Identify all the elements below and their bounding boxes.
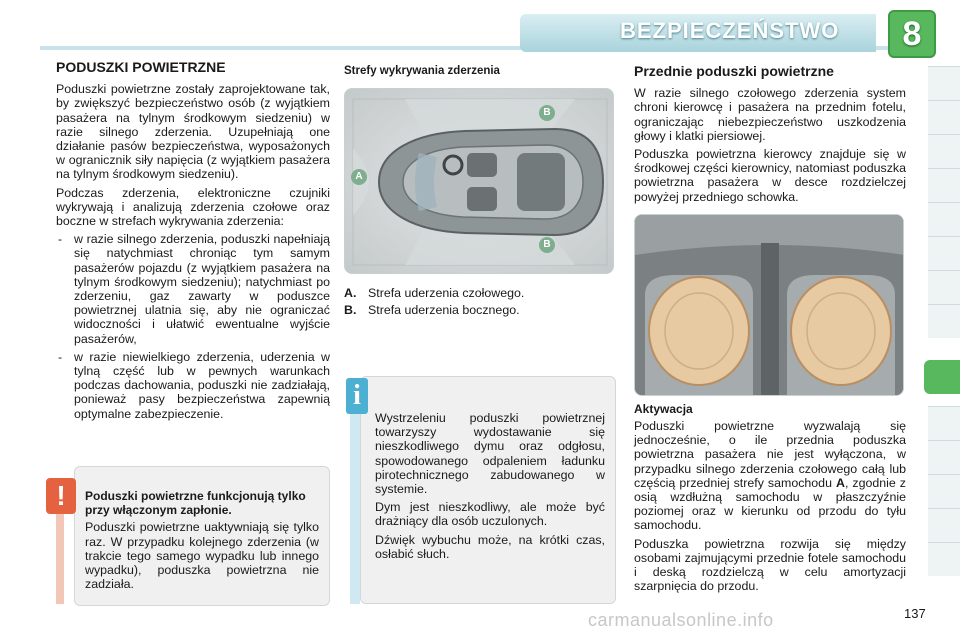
section-heading: PODUSZKI POWIETRZNE [56, 59, 226, 75]
chapter-tab-active[interactable] [924, 360, 960, 394]
paragraph-text: , zgodnie z osią wzdłużną samochodu w płaszczyźnie poziomej oraz w kierunku od przodu do tyłu samochodu. [634, 475, 906, 533]
bullet-dash: - [58, 232, 63, 247]
zone-marker-b-bottom: B [539, 237, 555, 253]
list-item-text: w razie niewielkiego zderzenia, uderzenia w tylną część lub w pewnych warunkach podczas dachowania, poduszki nie zadziałają, ponieważ pasy bezpieczeństwa zapewnią optymalne zabezpieczenie. [74, 349, 330, 421]
chapter-tab[interactable] [928, 270, 960, 304]
zone-marker-b-top: B [539, 105, 555, 121]
page-number: 137 [904, 606, 926, 621]
legend-item [344, 286, 616, 300]
chapter-tab[interactable] [928, 66, 960, 100]
sensor-paragraph: Podczas zderzenia, elektroniczne czujniki wykrywają i analizują zderzenia czołowe oraz boczne w strefach wykrywania zderzenia: [56, 185, 330, 229]
chapter-tab[interactable] [928, 134, 960, 168]
chapter-tab-rail [928, 66, 960, 606]
right-column [634, 64, 906, 597]
figure-heading: Strefy wykrywania zderzenia [344, 65, 500, 77]
paragraph [634, 419, 906, 533]
warning-box [74, 466, 330, 606]
info-paragraph: Wystrzeleniu poduszki powietrznej towarzyszy wydostawanie się nieszkodliwego dymu oraz odgłosu, spowodowanego odpaleniem ładunku pirotechnicznego zabudowanego w systemie. [375, 411, 605, 497]
middle-column [344, 64, 616, 321]
page-title: BEZPIECZEŃSTWO [620, 18, 840, 43]
chapter-tab[interactable] [928, 202, 960, 236]
chapter-tab[interactable] [928, 406, 960, 440]
list-item [56, 232, 330, 346]
warning-icon: ! [46, 478, 76, 514]
chapter-tab[interactable] [928, 508, 960, 542]
info-paragraph: Dźwięk wybuchu może, na krótki czas, osłabić słuch. [375, 532, 605, 561]
impact-zones-figure [344, 88, 614, 274]
legend-item [344, 303, 616, 317]
bullet-dash: - [58, 349, 63, 364]
list-item-text: w razie silnego zderzenia, poduszki napełniają się natychmiast chroniąc tym samym pasażerów pojazdu (z wyjątkiem pasażera na tylnym środkowym siedzeniu); natychmiast po zderzeniu, gaz zawarty w poduszce powietrznej ulatnia się, aby nie ograniczać widoczności i ułatwić ewentualne wyjście pasażerów, [74, 232, 330, 346]
chapter-tab[interactable] [928, 542, 960, 576]
sub-heading: Aktywacja [634, 401, 693, 416]
intro-paragraph: Poduszki powietrzne zostały zaprojektowane tak, by zwiększyć bezpieczeństwo osób (z wyjątkiem pasażera na tylnym środkowym siedzeniu) w razie silnego zderzenia. Uzupełniają one działanie pasów bezpieczeństwa, wyposażonych w ogranicznik siły napięcia (z wyjątkiem pasażera na tylnym środkowym siedzeniu). [56, 82, 330, 182]
list-item [56, 350, 330, 421]
paragraph-text: Poduszki powietrzne wyzwalają się jednocześnie, o ile przednia poduszka powietrzna pasażera nie jest wyłączona, w przypadku silnego zderzenia czołowego całą lub częścią przedniej strefy samochodu [634, 419, 906, 490]
section-heading: Przednie poduszki powietrzne [634, 63, 834, 79]
zone-marker-a: A [351, 169, 367, 185]
info-paragraph: Dym jest nieszkodliwy, ale może być drażniący dla osób uczulonych. [375, 500, 605, 529]
figure-legend [344, 286, 616, 317]
legend-key: B. [344, 303, 357, 318]
info-stripe [350, 412, 360, 604]
chapter-tab[interactable] [928, 100, 960, 134]
chapter-tab[interactable] [928, 304, 960, 338]
chapter-tab[interactable] [928, 474, 960, 508]
legend-key: A. [344, 286, 357, 301]
left-column [56, 60, 330, 425]
chapter-tab[interactable] [928, 168, 960, 202]
warning-text: Poduszki powietrzne uaktywniają się tylko raz. W przypadku kolejnego zderzenia (w trakcie tego samego wypadku lub innego wypadku), poduszka powietrzna nie zadziała. [85, 520, 319, 592]
zone-key: A [835, 475, 845, 490]
chapter-badge: 8 [888, 10, 936, 58]
info-box [360, 376, 616, 604]
front-airbags-figure [634, 214, 904, 396]
paragraph: Poduszka powietrzna rozwija się między osobami zajmującymi przednie fotele samochodu i deską rozdzielczą w celu amortyzacji szarpnięcia do przodu. [634, 536, 906, 594]
warning-title: Poduszki powietrzne funkcjonują tylko przy włączonym zapłonie. [85, 489, 306, 518]
warning-stripe [56, 510, 64, 604]
legend-text: Strefa uderzenia czołowego. [368, 286, 525, 301]
info-icon: i [346, 378, 368, 414]
watermark: carmanualsonline.info [588, 610, 774, 630]
chapter-tab[interactable] [928, 440, 960, 474]
paragraph: W razie silnego czołowego zderzenia system chroni kierowcę i pasażera na przednim fotelu, ograniczając niebezpieczeństwo uszkodzenia głowy i klatki piersiowej. [634, 86, 906, 143]
paragraph: Poduszka powietrzna kierowcy znajduje się w środkowej części kierownicy, natomiast poduszka powietrzna pasażera w desce rozdzielczej powyżej przedniego schowka. [634, 147, 906, 204]
car-top-view-illustration [345, 89, 614, 274]
deployed-airbags-illustration [635, 215, 904, 396]
legend-text: Strefa uderzenia bocznego. [368, 303, 520, 318]
chapter-tab[interactable] [928, 236, 960, 270]
